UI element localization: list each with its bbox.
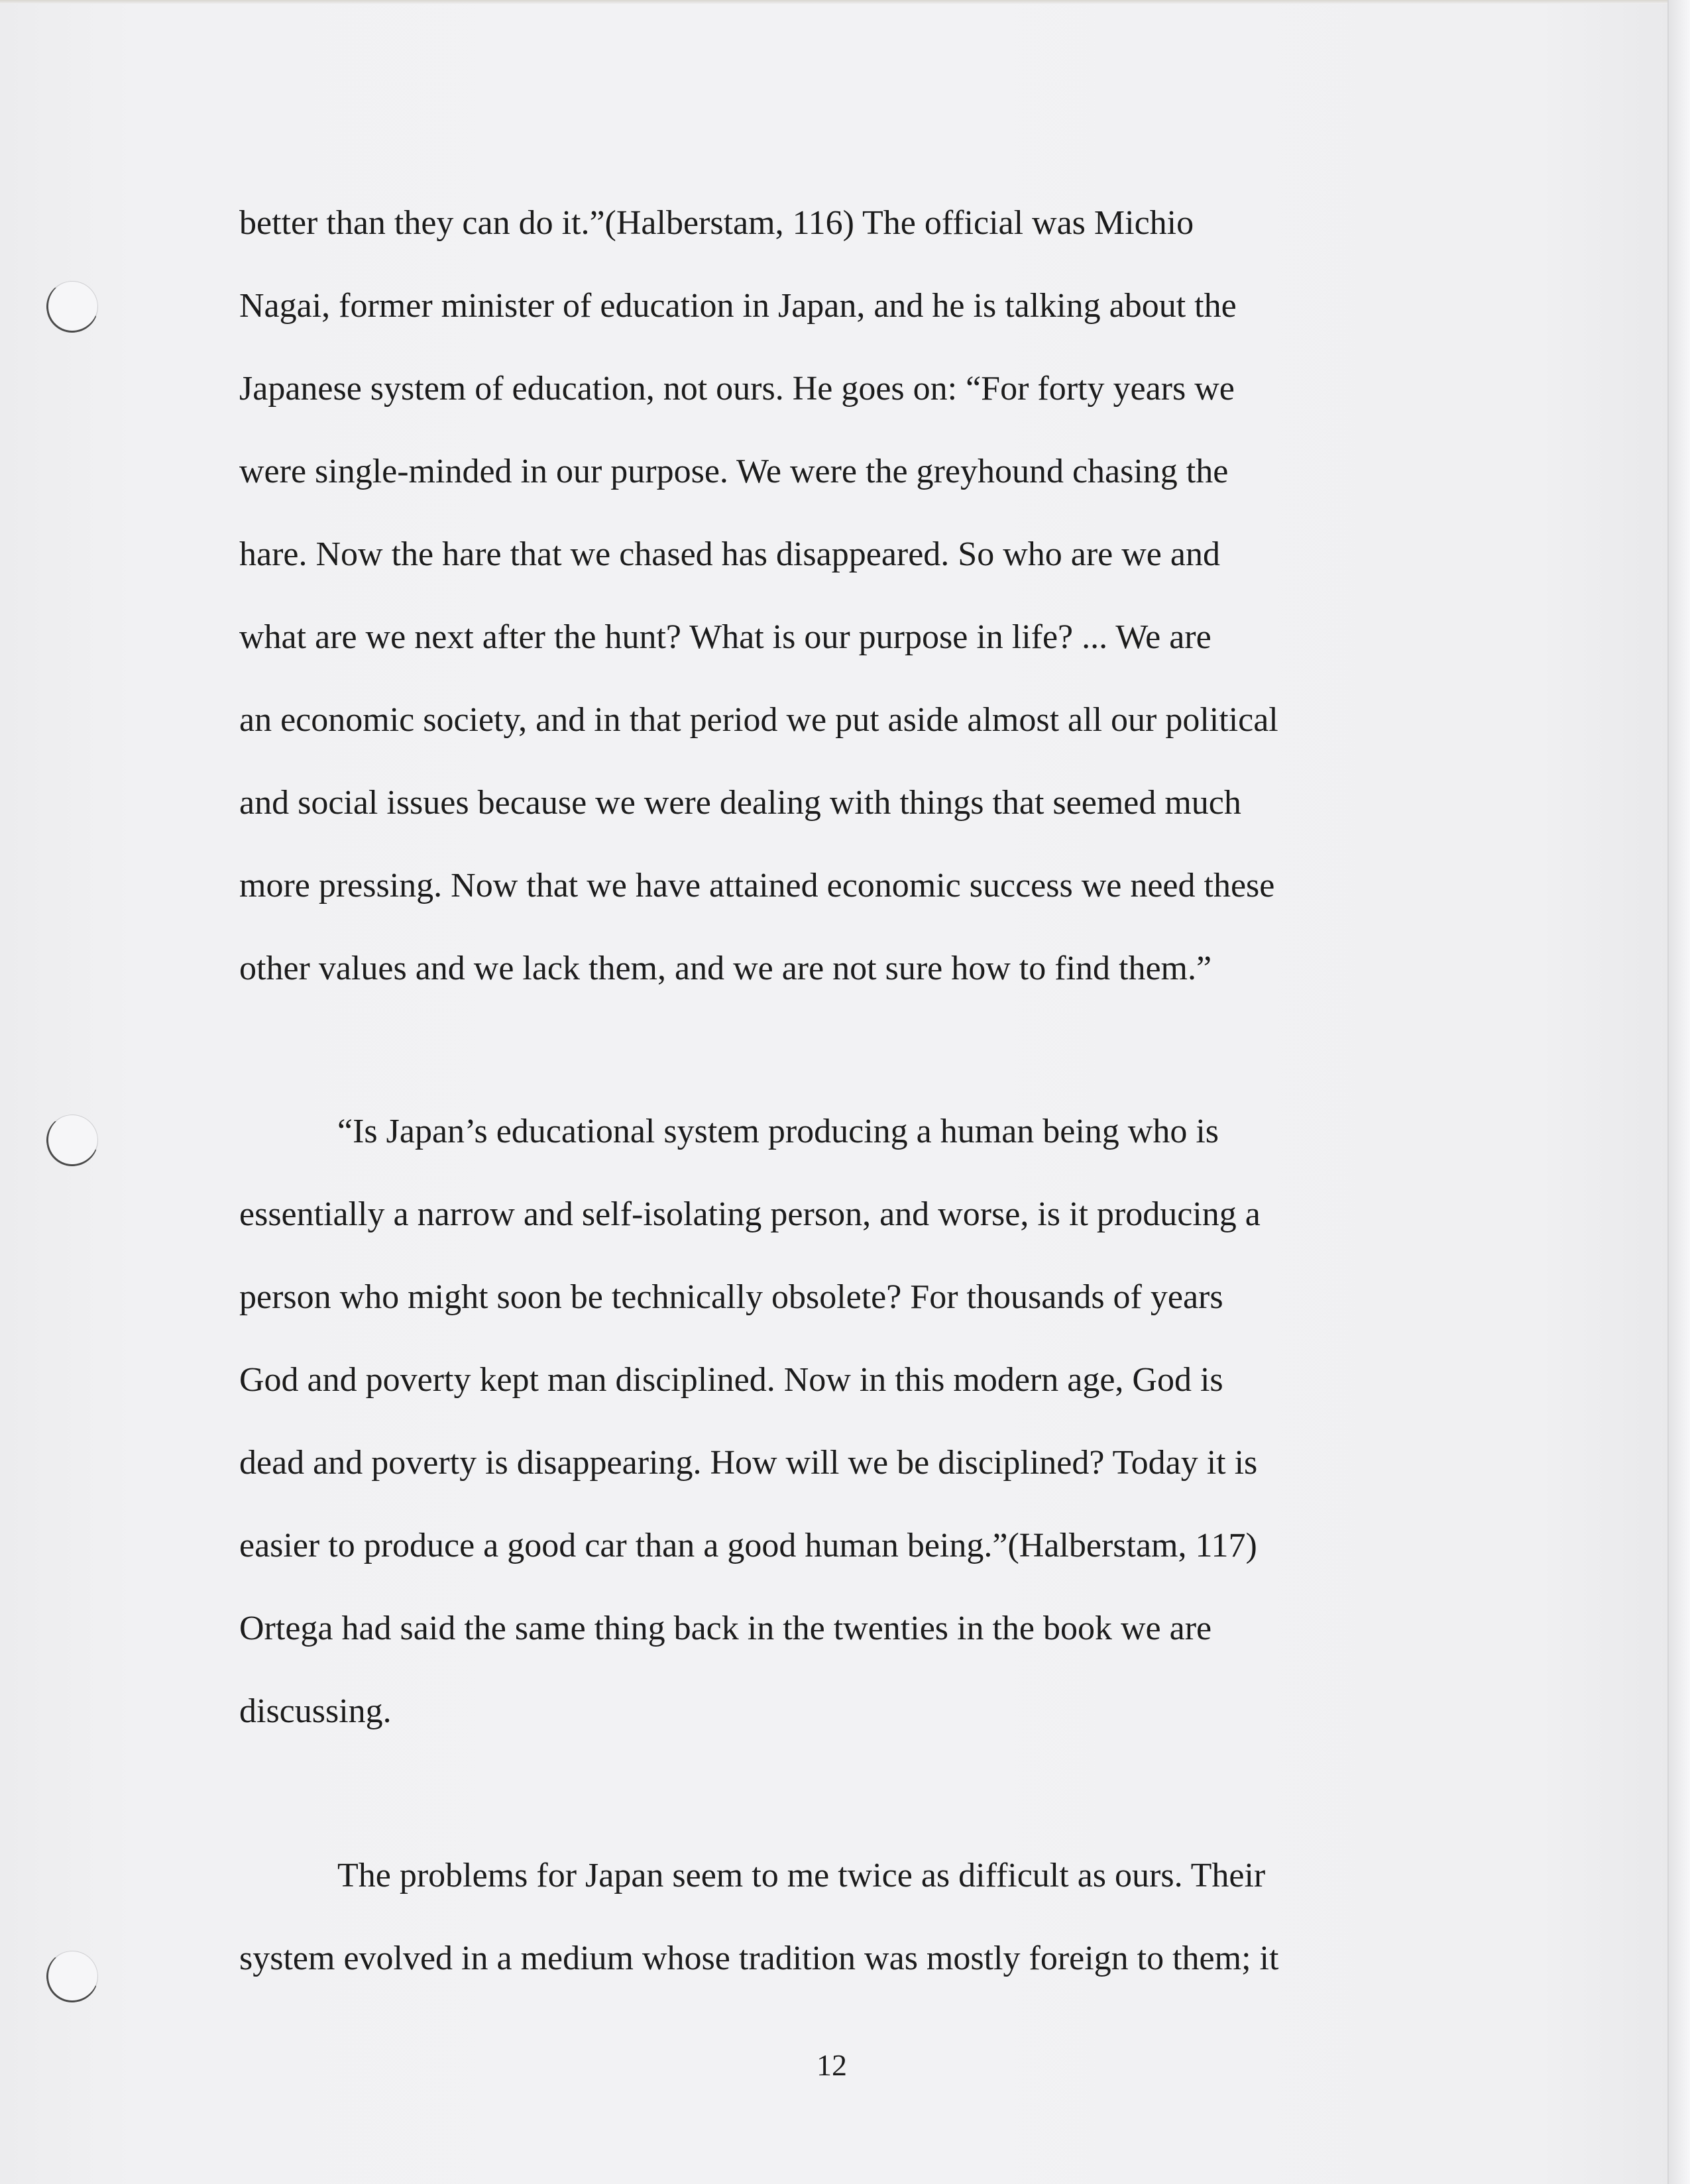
paragraph-2-line-6: easier to produce a good car than a good human being.”(Halberstam, 117) [239, 1527, 1257, 1564]
paragraph-1-line-7: an economic society, and in that period we put aside almost all our political [239, 701, 1278, 739]
paragraph-1-line-6: what are we next after the hunt? What is our purpose in life? ... We are [239, 618, 1211, 656]
page-right-edge [1667, 0, 1690, 2184]
page-number: 12 [817, 2048, 847, 2082]
paragraph-1-line-10: other values and we lack them, and we are not sure how to find them.” [239, 950, 1212, 987]
paragraph-1-line-9: more pressing. Now that we have attained economic success we need these [239, 867, 1275, 904]
paragraph-2-line-3: person who might soon be technically obsolete? For thousands of years [239, 1278, 1223, 1316]
paragraph-1 [239, 182, 1452, 1010]
paragraph-2-line-4: God and poverty kept man disciplined. Now in this modern age, God is [239, 1361, 1223, 1399]
paragraph-1-line-5: hare. Now the hare that we chased has disappeared. So who are we and [239, 535, 1220, 573]
paragraph-2-line-2: essentially a narrow and self-isolating person, and worse, is it producing a [239, 1195, 1261, 1233]
paragraph-2-line-5: dead and poverty is disappearing. How will we be disciplined? Today it is [239, 1444, 1258, 1482]
paragraph-3-line-1: The problems for Japan seem to me twice as difficult as ours. Their [337, 1857, 1266, 1894]
paragraph-1-line-4: were single-minded in our purpose. We were the greyhound chasing the [239, 453, 1229, 490]
paragraph-1-line-8: and social issues because we were dealing with things that seemed much [239, 784, 1241, 822]
paragraph-3-line-2: system evolved in a medium whose tradition was mostly foreign to them; it [239, 1939, 1279, 1977]
paragraph-2 [239, 1090, 1452, 1753]
paragraph-3 [239, 1834, 1452, 2000]
paragraph-2-line-7: Ortega had said the same thing back in the twenties in the book we are [239, 1610, 1212, 1647]
paragraph-2-line-1: “Is Japan’s educational system producing a human being who is [337, 1113, 1219, 1150]
paragraph-1-line-3: Japanese system of education, not ours. He goes on: “For forty years we [239, 370, 1235, 408]
paragraph-1-line-2: Nagai, former minister of education in Japan, and he is talking about the [239, 287, 1237, 325]
paragraph-2-line-8: discussing. [239, 1692, 392, 1730]
paragraph-1-line-1: better than they can do it.”(Halberstam, 116) The official was Michio [239, 204, 1194, 242]
page-top-edge [0, 0, 1669, 4]
